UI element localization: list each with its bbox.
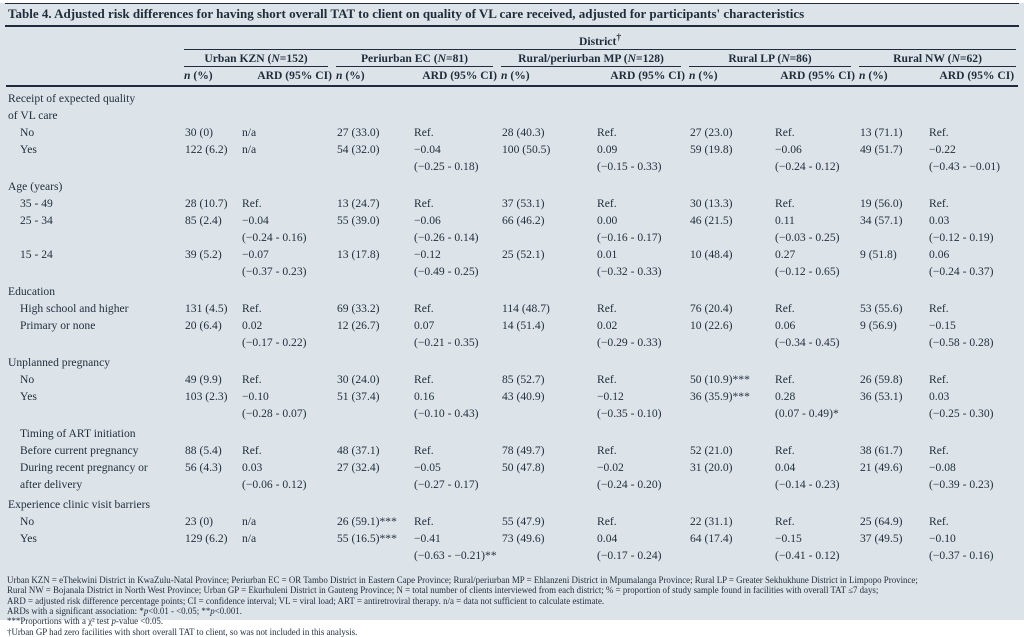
n-pct-value: 14 (51.4) — [502, 318, 545, 332]
ard-ci-value: −0.06 (−0.26 - 0.14) — [412, 212, 501, 246]
paper-table-figure — [0, 3, 1024, 637]
n-pct-value: 85 (2.4) — [185, 213, 222, 227]
ard-ci-value: Ref. — [242, 301, 262, 315]
n-pct-value: 49 (9.9) — [185, 372, 222, 386]
section-header-row — [6, 175, 1018, 195]
ci-value: (−0.34 - 0.45) — [775, 335, 840, 349]
section-header-row — [6, 351, 1018, 371]
section-label: Unplanned pregnancy — [8, 355, 111, 369]
ard-ci-value: −0.12 (−0.49 - 0.25) — [412, 246, 501, 280]
ard-ci-value: Ref. — [775, 196, 795, 210]
group-header-row — [6, 50, 1018, 67]
ard-ci-value: 0.16 (−0.10 - 0.43) — [412, 388, 501, 422]
ard-ci-value: −0.15 (−0.41 - 0.12) — [773, 530, 859, 564]
n-pct-value: 129 (6.2) — [185, 531, 228, 545]
table-header — [6, 28, 1018, 86]
n-pct-value: 85 (52.7) — [502, 372, 545, 386]
ci-value: (−0.49 - 0.25) — [414, 264, 479, 278]
table-row — [6, 459, 1018, 493]
row-label: Yes — [20, 389, 37, 403]
n-pct-value: 46 (21.5) — [690, 213, 733, 227]
label-column-spacer — [6, 50, 184, 67]
ard-ci-value: −0.08 (−0.39 - 0.23) — [927, 459, 1018, 493]
n-pct-value: 48 (37.1) — [337, 443, 380, 457]
ard-ci-value: Ref. — [597, 125, 617, 139]
row-label: No — [20, 372, 35, 386]
n-pct-value: 34 (57.1) — [860, 213, 903, 227]
footnote-line: ARDs with a significant association: *p<0.01 - <0.05; **p<0.001. — [7, 606, 242, 617]
n-pct-column-header: n (%) — [501, 67, 595, 86]
group-header-1: Periurban EC (N=81) — [336, 50, 501, 67]
ard-ci-value: n/a — [242, 125, 257, 139]
n-pct-value: 76 (20.4) — [690, 301, 733, 315]
n-pct-value: 13 (17.8) — [337, 247, 380, 261]
table-row — [6, 141, 1018, 175]
row-label: 25 - 34 — [20, 213, 53, 227]
table-row — [6, 530, 1018, 564]
n-pct-value: 38 (61.7) — [860, 443, 903, 457]
ard-ci-value: 0.00 (−0.16 - 0.17) — [595, 212, 689, 246]
row-label: Primary or none — [20, 318, 96, 332]
n-pct-value: 50 (10.9)*** — [690, 372, 750, 386]
footnote-line: ***Proportions with a χ² test p-value <0.05. — [7, 616, 164, 627]
label-column-spacer — [6, 28, 184, 50]
footnote-line: †Urban GP had zero facilities with short overall TAT to client, so was not included in this analysis. — [7, 626, 358, 637]
n-pct-value: 9 (51.8) — [860, 247, 897, 261]
table-row — [6, 317, 1018, 351]
ard-ci-value: −0.07 (−0.37 - 0.23) — [240, 246, 336, 280]
footnote-line: Rural NW = Bojanala District in North West Province; Urban GP = Ekurhuleni District in Gauteng Province; N = total number of clients interviewed from each district; % = proportion of study sample found in facilities with overall TAT ≤7 days; — [7, 585, 879, 596]
n-pct-value: 100 (50.5) — [502, 142, 551, 156]
n-pct-column-header: n (%) — [689, 67, 773, 86]
row-label: High school and higher — [20, 301, 129, 315]
ard-ci-value: Ref. — [597, 372, 617, 386]
n-pct-value: 25 (52.1) — [502, 247, 545, 261]
ard-ci-value: −0.10 (−0.37 - 0.16) — [927, 530, 1018, 564]
row-label: During recent pregnancy or after delivery — [20, 460, 148, 491]
ard-ci-value: 0.03 (−0.06 - 0.12) — [240, 459, 336, 493]
n-pct-value: 37 (53.1) — [502, 196, 545, 210]
ard-ci-value: 0.03 (−0.25 - 0.30) — [927, 388, 1018, 422]
dagger-marker: † — [616, 32, 622, 43]
ci-value: (−0.32 - 0.33) — [597, 264, 662, 278]
ard-ci-value: 0.03 (−0.12 - 0.19) — [927, 212, 1018, 246]
row-label: No — [20, 514, 35, 528]
ard-ci-value: n/a — [242, 142, 257, 156]
ci-value: (−0.37 - 0.23) — [242, 264, 307, 278]
ci-value: (−0.39 - 0.23) — [929, 477, 994, 491]
footnote-line: Urban KZN = eThekwini District in KwaZulu-Natal Province; Periurban EC = OR Tambo District in Eastern Cape Province; Rural/periurban MP = Ehlanzeni District in Mpumalanga Province; Rural LP = Greater Sekhukhune District in Limpopo Province; — [7, 574, 918, 585]
ci-value: (0.07 - 0.49)* — [775, 406, 839, 420]
n-pct-value: 10 (22.6) — [690, 318, 733, 332]
group-header-2: Rural/periurban MP (N=128) — [501, 50, 689, 67]
table-title: Table 4. Adjusted risk differences for having short overall TAT to client on quality of VL care received, adjusted for participants' characteristics — [5, 3, 1019, 27]
ci-value: (−0.24 - 0.37) — [929, 264, 994, 278]
ard-ci-value: Ref. — [775, 125, 795, 139]
n-pct-value: 21 (49.6) — [860, 460, 903, 474]
ci-value: (−0.37 - 0.16) — [929, 548, 994, 562]
group-header-4: Rural NW (N=62) — [859, 50, 1018, 67]
section-label: Timing of ART initiation — [20, 426, 136, 440]
ard-ci-value: Ref. — [775, 514, 795, 528]
ard-ci-column-header: ARD (95% CI) — [927, 67, 1018, 86]
n-pct-column-header: n (%) — [859, 67, 927, 86]
table-row — [6, 513, 1018, 530]
ci-value: (−0.27 - 0.17) — [414, 477, 479, 491]
ci-value: (−0.21 - 0.35) — [414, 335, 479, 349]
ard-ci-value: Ref. — [929, 372, 949, 386]
section-label: Age (years) — [8, 179, 63, 193]
ci-value: (−0.06 - 0.12) — [242, 477, 307, 491]
footnotes — [7, 575, 1018, 637]
ard-ci-value: 0.06 (−0.24 - 0.37) — [927, 246, 1018, 280]
n-pct-value: 88 (5.4) — [185, 443, 222, 457]
n-pct-value: 69 (33.2) — [337, 301, 380, 315]
table-row — [6, 195, 1018, 212]
n-pct-value: 27 (32.4) — [337, 460, 380, 474]
ci-value: (−0.35 - 0.10) — [597, 406, 662, 420]
ci-value: (−0.17 - 0.24) — [597, 548, 662, 562]
n-pct-value: 36 (35.9)*** — [690, 389, 750, 403]
n-pct-value: 30 (24.0) — [337, 372, 380, 386]
ard-ci-value: Ref. — [414, 443, 434, 457]
n-pct-value: 39 (5.2) — [185, 247, 222, 261]
row-label: Yes — [20, 531, 37, 545]
n-pct-value: 22 (31.1) — [690, 514, 733, 528]
n-pct-value: 26 (59.1)*** — [337, 514, 397, 528]
n-pct-value: 103 (2.3) — [185, 389, 228, 403]
district-header-row — [6, 28, 1018, 50]
ard-ci-value: −0.02 (−0.24 - 0.20) — [595, 459, 689, 493]
row-label: Yes — [20, 142, 37, 156]
ard-ci-value: −0.12 (−0.35 - 0.10) — [595, 388, 689, 422]
n-pct-value: 55 (39.0) — [337, 213, 380, 227]
ard-ci-value: Ref. — [775, 443, 795, 457]
n-pct-value: 28 (10.7) — [185, 196, 228, 210]
n-pct-value: 78 (49.7) — [502, 443, 545, 457]
n-pct-value: 28 (40.3) — [502, 125, 545, 139]
ard-ci-value: −0.10 (−0.28 - 0.07) — [240, 388, 336, 422]
ci-value: (−0.25 - 0.30) — [929, 406, 994, 420]
ard-ci-value: 0.09 (−0.15 - 0.33) — [595, 141, 689, 175]
ard-ci-value: 0.11 (−0.03 - 0.25) — [773, 212, 859, 246]
table-row — [6, 246, 1018, 280]
table-row — [6, 371, 1018, 388]
ard-ci-value: 0.27 (−0.12 - 0.65) — [773, 246, 859, 280]
section-label: Receipt of expected quality of VL care — [8, 91, 136, 122]
section-label: Education — [8, 284, 56, 298]
ci-value: (−0.15 - 0.33) — [597, 159, 662, 173]
ard-ci-value: 0.04 (−0.14 - 0.23) — [773, 459, 859, 493]
n-pct-value: 31 (20.0) — [690, 460, 733, 474]
n-pct-value: 19 (56.0) — [860, 196, 903, 210]
n-pct-value: 43 (40.9) — [502, 389, 545, 403]
n-pct-value: 51 (37.4) — [337, 389, 380, 403]
ard-ci-column-header: ARD (95% CI) — [412, 67, 501, 86]
n-pct-value: 64 (17.4) — [690, 531, 733, 545]
row-label: 15 - 24 — [20, 247, 53, 261]
n-pct-value: 122 (6.2) — [185, 142, 228, 156]
ard-ci-value: Ref. — [597, 514, 617, 528]
ci-value: (−0.41 - 0.12) — [775, 548, 840, 562]
group-header-0: Urban KZN (N=152) — [184, 50, 336, 67]
n-pct-value: 13 (24.7) — [337, 196, 380, 210]
n-pct-value: 53 (55.6) — [860, 301, 903, 315]
ard-ci-value: Ref. — [414, 125, 434, 139]
n-pct-value: 20 (6.4) — [185, 318, 222, 332]
ard-ci-value: Ref. — [929, 196, 949, 210]
ard-ci-value: 0.02 (−0.29 - 0.33) — [595, 317, 689, 351]
footnote-line: ARD = adjusted risk difference percentage points; CI = confidence interval; VL = viral load; ART = antiretroviral therapy. n/a = data not sufficient to calculate estimate. — [7, 595, 605, 606]
ard-ci-value: Ref. — [414, 301, 434, 315]
n-pct-value: 114 (48.7) — [502, 301, 550, 315]
ard-ci-value: Ref. — [242, 372, 262, 386]
ard-ci-value: 0.04 (−0.17 - 0.24) — [595, 530, 689, 564]
ci-value: (−0.10 - 0.43) — [414, 406, 479, 420]
ci-value: (−0.24 - 0.12) — [775, 159, 840, 173]
n-pct-value: 131 (4.5) — [185, 301, 228, 315]
ard-ci-value: Ref. — [929, 443, 949, 457]
n-pct-value: 9 (56.9) — [860, 318, 897, 332]
n-pct-value: 52 (21.0) — [690, 443, 733, 457]
ard-ci-value: Ref. — [929, 125, 949, 139]
n-pct-value: 36 (53.1) — [860, 389, 903, 403]
ci-value: (−0.12 - 0.65) — [775, 264, 840, 278]
ci-value: (−0.29 - 0.33) — [597, 335, 662, 349]
n-pct-value: 26 (59.8) — [860, 372, 903, 386]
n-pct-value: 56 (4.3) — [185, 460, 222, 474]
row-label: No — [20, 125, 35, 139]
ard-ci-column-header: ARD (95% CI) — [773, 67, 859, 86]
n-pct-value: 27 (33.0) — [337, 125, 380, 139]
n-pct-value: 23 (0) — [185, 514, 214, 528]
ard-ci-column-header: ARD (95% CI) — [595, 67, 689, 86]
n-pct-value: 49 (51.7) — [860, 142, 903, 156]
ard-ci-value: 0.02 (−0.17 - 0.22) — [240, 317, 336, 351]
ci-value: (−0.24 - 0.16) — [242, 230, 307, 244]
section-header-row — [6, 422, 1018, 442]
table-body — [6, 86, 1018, 564]
ard-ci-value: −0.41 (−0.63 - −0.21)** — [412, 530, 501, 564]
n-pct-value: 73 (49.6) — [502, 531, 545, 545]
n-pct-value: 30 (13.3) — [690, 196, 733, 210]
ard-ci-value: Ref. — [414, 196, 434, 210]
ard-ci-value: −0.15 (−0.58 - 0.28) — [927, 317, 1018, 351]
district-label: District† — [578, 32, 622, 48]
table-row — [6, 212, 1018, 246]
ard-ci-value: −0.05 (−0.27 - 0.17) — [412, 459, 501, 493]
ci-value: (−0.58 - 0.28) — [929, 335, 994, 349]
ard-ci-value: Ref. — [242, 196, 262, 210]
column-header-row — [6, 67, 1018, 86]
ard-ci-value: −0.04 (−0.25 - 0.18) — [412, 141, 501, 175]
ci-value: (−0.26 - 0.14) — [414, 230, 479, 244]
n-pct-value: 55 (47.9) — [502, 514, 545, 528]
ard-ci-value: 0.07 (−0.21 - 0.35) — [412, 317, 501, 351]
ard-ci-value: Ref. — [242, 443, 262, 457]
results-table — [6, 28, 1018, 564]
ci-value: (−0.03 - 0.25) — [775, 230, 840, 244]
ard-ci-value: n/a — [242, 514, 257, 528]
ci-value: (−0.16 - 0.17) — [597, 230, 662, 244]
ard-ci-value: n/a — [242, 531, 257, 545]
ard-ci-value: Ref. — [929, 514, 949, 528]
ci-value: (−0.25 - 0.18) — [414, 159, 479, 173]
ard-ci-value: Ref. — [414, 372, 434, 386]
ard-ci-value: Ref. — [597, 443, 617, 457]
n-pct-value: 27 (23.0) — [690, 125, 733, 139]
ci-value: (−0.12 - 0.19) — [929, 230, 994, 244]
ci-value: (−0.17 - 0.22) — [242, 335, 307, 349]
ci-value: (−0.43 - −0.01) — [929, 159, 1001, 173]
ard-ci-value: 0.06 (−0.34 - 0.45) — [773, 317, 859, 351]
n-pct-value: 25 (64.9) — [860, 514, 903, 528]
table-row — [6, 442, 1018, 459]
n-pct-value: 13 (71.1) — [860, 125, 903, 139]
ci-value: (−0.28 - 0.07) — [242, 406, 307, 420]
n-pct-value: 50 (47.8) — [502, 460, 545, 474]
ard-ci-value: −0.06 (−0.24 - 0.12) — [773, 141, 859, 175]
ard-ci-value: Ref. — [414, 514, 434, 528]
ci-value: (−0.63 - −0.21)** — [414, 548, 497, 562]
n-pct-column-header: n (%) — [184, 67, 240, 86]
row-label: Before current pregnancy — [20, 443, 139, 457]
n-pct-value: 66 (46.2) — [502, 213, 545, 227]
ard-ci-column-header: ARD (95% CI) — [240, 67, 336, 86]
n-pct-value: 54 (32.0) — [337, 142, 380, 156]
n-pct-value: 55 (16.5)*** — [337, 531, 397, 545]
n-pct-value: 59 (19.8) — [690, 142, 733, 156]
ard-ci-value: −0.22 (−0.43 - −0.01) — [927, 141, 1018, 175]
section-label: Experience clinic visit barriers — [8, 497, 150, 511]
ci-value: (−0.14 - 0.23) — [775, 477, 840, 491]
ard-ci-value: −0.04 (−0.24 - 0.16) — [240, 212, 336, 246]
section-header-row — [6, 280, 1018, 300]
n-pct-value: 30 (0) — [185, 125, 214, 139]
section-header-row — [6, 86, 1018, 124]
table-row — [6, 388, 1018, 422]
ard-ci-value: Ref. — [775, 301, 795, 315]
ci-value: (−0.24 - 0.20) — [597, 477, 662, 491]
n-pct-value: 10 (48.4) — [690, 247, 733, 261]
n-pct-value: 12 (26.7) — [337, 318, 380, 332]
section-header-row — [6, 493, 1018, 513]
district-header-cell — [184, 28, 1018, 50]
group-header-3: Rural LP (N=86) — [689, 50, 859, 67]
ard-ci-value: Ref. — [597, 301, 617, 315]
ard-ci-value: Ref. — [775, 372, 795, 386]
n-pct-column-header: n (%) — [336, 67, 412, 86]
label-column-spacer — [6, 67, 184, 86]
ard-ci-value: 0.28 (0.07 - 0.49)* — [773, 388, 859, 422]
table-row — [6, 124, 1018, 141]
ard-ci-value: Ref. — [929, 301, 949, 315]
n-pct-value: 37 (49.5) — [860, 531, 903, 545]
table-row — [6, 300, 1018, 317]
row-label: 35 - 49 — [20, 196, 53, 210]
ard-ci-value: Ref. — [597, 196, 617, 210]
ard-ci-value: 0.01 (−0.32 - 0.33) — [595, 246, 689, 280]
